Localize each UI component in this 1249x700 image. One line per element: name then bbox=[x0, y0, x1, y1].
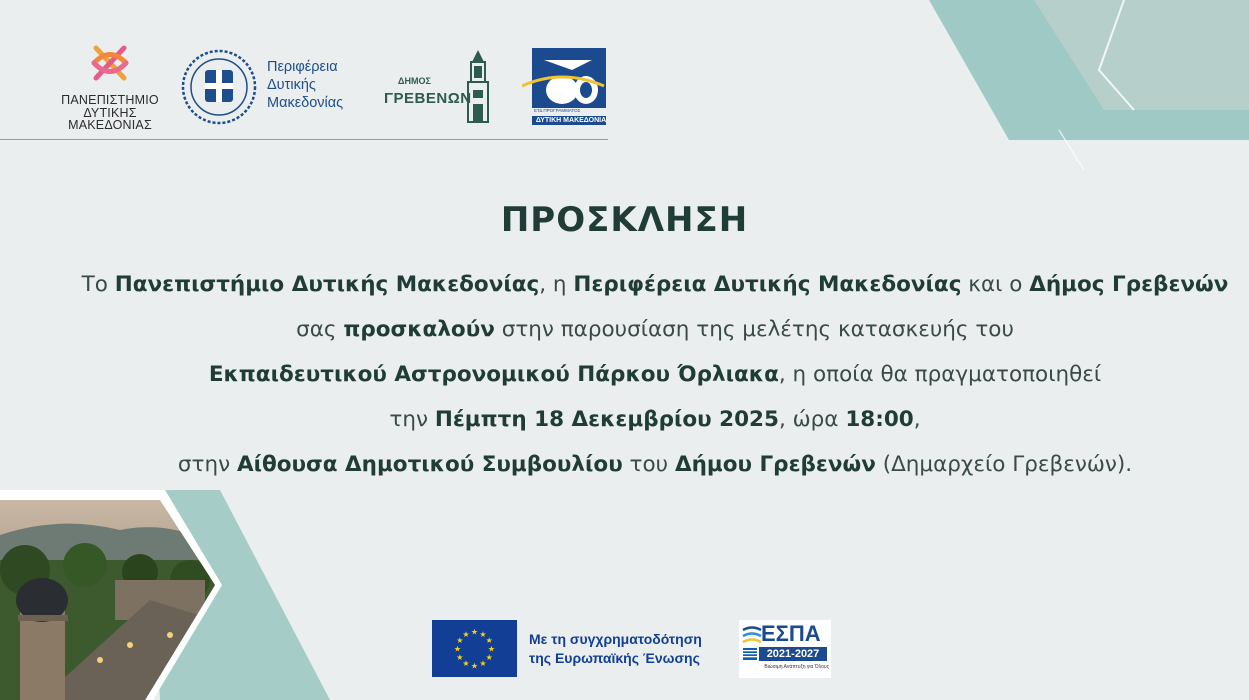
eta-region: ΔΥΤΙΚΗ ΜΑΚΕΔΟΝΙΑ bbox=[535, 117, 607, 124]
text-segment: , η οποία θα πραγματοποιηθεί bbox=[778, 362, 1102, 387]
espa-logo bbox=[739, 620, 831, 678]
eu-flag-icon bbox=[432, 620, 517, 677]
invitation-line-2 bbox=[0, 307, 1249, 352]
espa-waves-icon bbox=[742, 625, 762, 645]
text-segment: Το bbox=[81, 272, 115, 297]
text-segment: , bbox=[913, 407, 921, 432]
event-time: 18:00 bbox=[845, 407, 914, 432]
eta-small: ΕΤΔ ΠΡΟΓΡΑΜΜΑΤΟΣ bbox=[534, 108, 581, 113]
uowm-line2: ΔΥΤΙΚΗΣ bbox=[83, 105, 137, 120]
eu-star-icon: ★ bbox=[470, 627, 479, 637]
municipality-name-text: Δήμος Γρεβενών bbox=[1029, 272, 1229, 297]
eu-star-icon: ★ bbox=[485, 636, 493, 645]
top-right-decoration bbox=[929, 0, 1249, 170]
invitation-text bbox=[0, 262, 1249, 487]
venue-municipality: Δήμου Γρεβενών bbox=[674, 452, 876, 477]
municipality-name: ΓΡΕΒΕΝΩΝ bbox=[384, 90, 472, 107]
park-name: Εκπαιδευτικού Αστρονομικού Πάρκου Όρλιακα bbox=[208, 362, 779, 387]
uowm-emblem-icon bbox=[88, 42, 132, 84]
region-line1: Περιφέρεια bbox=[267, 59, 338, 75]
uowm-logo bbox=[58, 42, 162, 132]
text-segment: , η bbox=[539, 272, 574, 297]
text-segment: του bbox=[622, 452, 675, 477]
text-segment: , ώρα bbox=[778, 407, 846, 432]
invitation-line-3 bbox=[0, 352, 1249, 397]
invite-verb: προσκαλούν bbox=[343, 317, 495, 342]
uowm-line3: ΜΑΚΕΔΟΝΙΑΣ bbox=[68, 118, 152, 132]
partner-logos bbox=[0, 38, 610, 142]
municipality-small: ΔΗΜΟΣ bbox=[398, 76, 431, 86]
text-segment: στην bbox=[177, 452, 237, 477]
eu-line1: Με τη συγχρηματοδότηση bbox=[529, 631, 702, 647]
espa-years: 2021-2027 bbox=[759, 647, 827, 661]
greek-emblem-icon bbox=[180, 48, 258, 126]
region-line2: Δυτικής bbox=[267, 77, 316, 93]
eu-star-icon: ★ bbox=[462, 629, 470, 639]
greek-flag-icon bbox=[743, 648, 757, 660]
eta-logo bbox=[522, 48, 610, 130]
text-segment: σας bbox=[296, 317, 344, 342]
region-logo bbox=[180, 48, 370, 130]
espa-title: ΕΣΠΑ bbox=[761, 621, 821, 646]
text-segment: (Δημαρχείο Γρεβενών). bbox=[875, 452, 1133, 477]
invitation-line-5 bbox=[0, 442, 1249, 487]
eu-star-icon: ★ bbox=[487, 644, 496, 654]
region-line3: Μακεδονίας bbox=[267, 95, 344, 111]
espa-slogan: Βιώσιμη Ανάπτυξη για Όλους bbox=[764, 664, 829, 670]
eu-star-icon: ★ bbox=[485, 653, 493, 662]
text-segment: και ο bbox=[961, 272, 1030, 297]
eu-star-icon: ★ bbox=[456, 653, 464, 662]
venue-name: Αίθουσα Δημοτικού Συμβουλίου bbox=[236, 452, 623, 477]
region-name: Περιφέρεια Δυτικής Μακεδονίας bbox=[573, 272, 962, 297]
text-segment: την bbox=[389, 407, 435, 432]
university-name: Πανεπιστήμιο Δυτικής Μακεδονίας bbox=[114, 272, 540, 297]
uowm-line1: ΠΑΝΕΠΙΣΤΗΜΙΟ bbox=[61, 93, 159, 107]
invitation-line-1 bbox=[0, 262, 1249, 307]
text-segment: στην παρουσίαση της μελέτης κατασκευής του bbox=[494, 317, 1014, 342]
eu-line2: της Ευρωπαϊκής Ένωσης bbox=[529, 650, 700, 666]
invitation-line-4 bbox=[0, 397, 1249, 442]
event-date: Πέμπτη 18 Δεκεμβρίου 2025 bbox=[434, 407, 779, 432]
eu-star-icon: ★ bbox=[456, 636, 464, 645]
eu-star-icon: ★ bbox=[462, 659, 470, 669]
clock-tower-icon bbox=[460, 48, 496, 124]
eu-star-icon: ★ bbox=[479, 659, 487, 669]
page-title: ΠΡΟΣΚΛΗΣΗ bbox=[500, 200, 749, 240]
observatory-photo-decoration bbox=[0, 460, 330, 700]
eu-star-icon: ★ bbox=[453, 644, 462, 654]
eu-star-icon: ★ bbox=[479, 629, 487, 639]
eu-star-icon: ★ bbox=[470, 661, 479, 671]
eta-emblem-icon bbox=[522, 48, 608, 126]
logos-divider bbox=[0, 139, 608, 140]
